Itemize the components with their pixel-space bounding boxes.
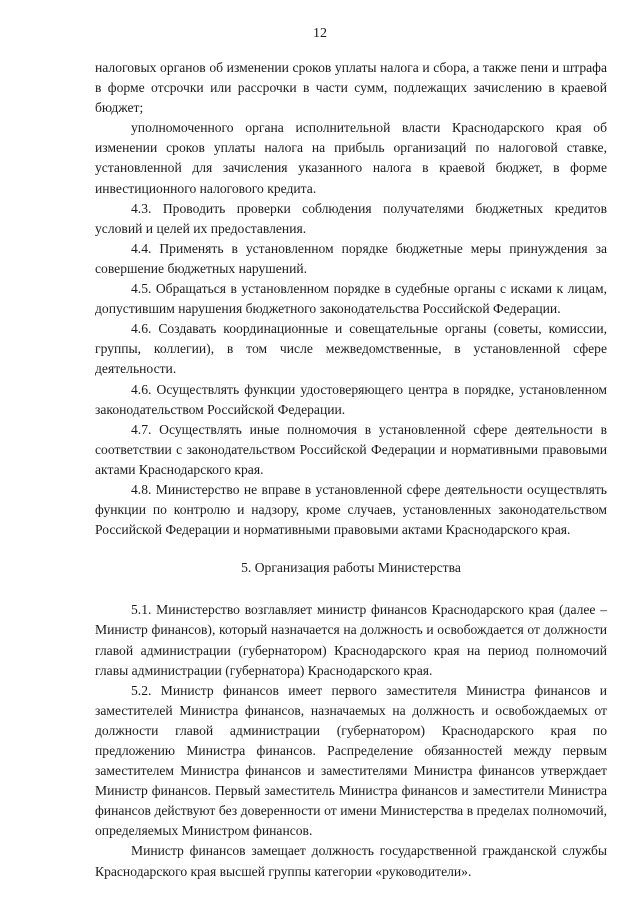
- paragraph: 4.8. Министерство не вправе в установленной сфере деятельности осуществлять функции по контролю и надзору, кроме случаев, установленных законодательством Российской Федерации и нормативными правовыми актами Краснодарского края.: [95, 481, 607, 538]
- paragraph: уполномоченного органа исполнительной власти Краснодарского края об изменении сроков уплаты налога на прибыль организаций по налоговой ставке, установленной для зачисления указанного налога в краевой бюджет, в форме инвестиционного налогового кредита.: [95, 120, 607, 196]
- paragraph: 4.5. Обращаться в установленном порядке в судебные органы с исками к лицам, допустившим нарушения бюджетного законодательства Российской Федерации.: [95, 281, 607, 317]
- paragraph: 4.6. Осуществлять функции удостоверяющего центра в порядке, установленном законодательством Российской Федерации.: [95, 381, 607, 417]
- paragraph: 4.4. Применять в установленном порядке бюджетные меры принуждения за совершение бюджетных нарушений.: [95, 240, 607, 276]
- paragraph: Министр финансов замещает должность государственной гражданской службы Краснодарского края высшей группы категории «руководители».: [95, 843, 607, 879]
- paragraph: 5.2. Министр финансов имеет первого заместителя Министра финансов и заместителей Министра финансов, назначаемых на должность и освобождаемых от должности главой администрации (губернатором) Краснодарского края по предложению Министра финансов. Распределение обязанностей между первым заместителем Министра финансов и заместителями Министра финансов утверждает Министр финансов. Первый заместитель Министра финансов и заместители Министра финансов действуют без доверенности от имени Министерства в пределах полномочий, определяемых Министром финансов.: [95, 682, 607, 839]
- paragraph: 5.1. Министерство возглавляет министр финансов Краснодарского края (далее – Министр финансов), который назначается на должность и освобождается от должности главой администрации (губернатором) Краснодарского края на период полномочий главы администрации (губернатора) Краснодарского края.: [95, 602, 607, 678]
- section-heading: 5. Организация работы Министерства: [241, 560, 461, 576]
- paragraph: налоговых органов об изменении сроков уплаты налога и сбора, а также пени и штрафа в форме отсрочки или рассрочки в части сумм, подлежащих зачислению в краевой бюджет;: [95, 60, 607, 116]
- paragraph: 4.7. Осуществлять иные полномочия в установленной сфере деятельности в соответствии с законодательством Российской Федерации и нормативными правовыми актами Краснодарского края.: [95, 421, 607, 477]
- paragraph: 4.3. Проводить проверки соблюдения получателями бюджетных кредитов условий и целей их предоставления.: [95, 200, 607, 236]
- page-number: 12: [313, 26, 327, 41]
- paragraph: 4.6. Создавать координационные и совещательные органы (советы, комиссии, группы, коллегии), в том числе межведомственные, в установленной сфере деятельности.: [95, 321, 607, 377]
- document-body: [95, 58, 607, 882]
